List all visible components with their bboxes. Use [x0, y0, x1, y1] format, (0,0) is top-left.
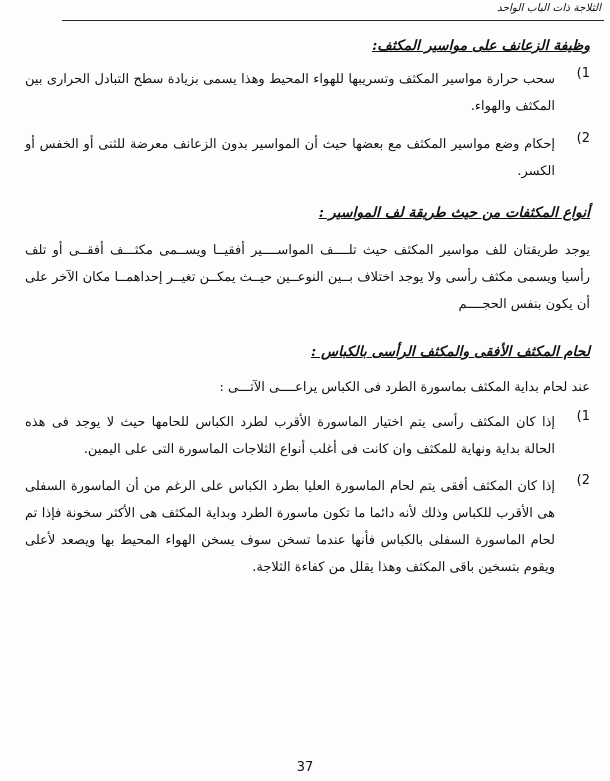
paragraph-condenser-types: يوجد طريقتان للف مواسير المكثف حيث تلــــف المواســــير أفقيــا ويســمى مكثـــف أفقــى أو تلف رأسيا ويسمى مكثف رأسى ولا يوجد اختلاف بــين النوعــين حيــث يمكــن تغيــر إحداهمــا مكان الآخر على أن يكون بنفس الحجــــم [25, 243, 590, 312]
running-title: الثلاجة ذات الباب الواحد [497, 2, 601, 14]
item-text: إذا كان المكثف أفقى يتم لحام الماسورة العليا بطرد الكباس على الرغم من أن الماسورة السفلى هى الأقرب للكباس وذلك لأنه دائما ما تكون ماسورة الطرد وبداية المكثف هى الأكثر سخونة فإذا تم لحام الماسورة السفلى بالكباس فأنها عندما تسخن سوف يسخن الهواء المحيط بها ويصعد لأعلى ويقوم بتسخين باقى المكثف وهذا يقلل من كفاءة الثلاجة. [25, 479, 555, 575]
page-number: 37 [296, 760, 314, 775]
item-text: سحب حرارة مواسير المكثف وتسريبها للهواء المحيط وهذا يسمى بزيادة سطح التبادل الحرارى بين المكثف والهواء. [25, 72, 555, 114]
item-number: 1) [576, 66, 590, 81]
item-text: إحكام وضع مواسير المكثف مع بعضها حيث أن المواسير بدون الزعانف معرضة للثنى أو الخفس أو الكسر. [25, 137, 555, 179]
list-item [25, 66, 590, 120]
item-number: 1) [576, 409, 590, 424]
list-item [25, 131, 590, 185]
section-heading-fins: وظيفة الزعانف على مواسير المكثف: [372, 38, 590, 54]
list-item [25, 409, 590, 463]
section-heading-welding: لحام المكثف الأفقى والمكثف الرأسى بالكباس : [310, 344, 590, 360]
item-number: 2) [576, 473, 590, 488]
paragraph-intro: عند لحام بداية المكثف بماسورة الطرد فى الكباس يراعــــى الآتـــى : [219, 380, 590, 395]
section-heading-condenser-types: أنواع المكثفات من حيث طريقة لف المواسير : [318, 205, 590, 221]
item-text: إذا كان المكثف رأسى يتم اختيار الماسورة الأقرب لطرد الكباس للحامها حيث لا يوجد فى هذه الحالة بداية ونهاية للمكثف وان كانت فى أغلب أنواع الثلاجات الماسورة التى على اليمين. [25, 415, 555, 457]
item-number: 2) [576, 131, 590, 146]
list-item [25, 473, 590, 581]
